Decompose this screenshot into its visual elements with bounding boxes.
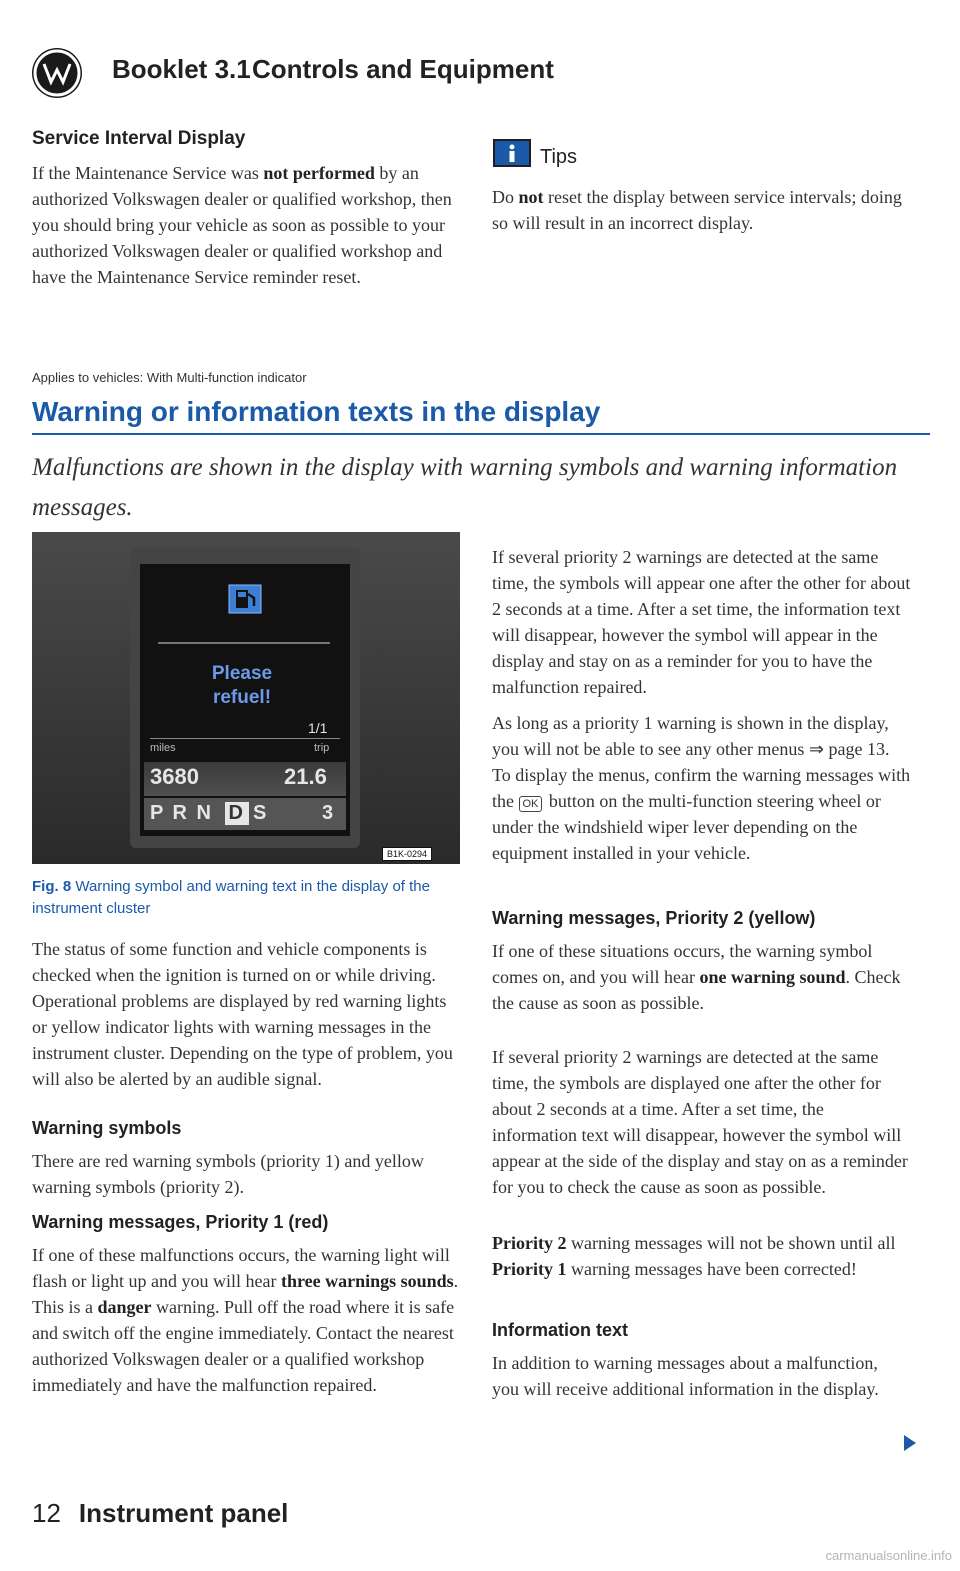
page-number: 12	[32, 1498, 61, 1528]
tips-text: Do not reset the display between service intervals; doing so will result in an incorrect display.	[492, 187, 902, 233]
lcd-gear-number: 3	[322, 802, 334, 824]
information-text-body: In addition to warning messages about a malfunction, you will receive additional information in the display.	[492, 1353, 879, 1399]
lcd-gear-selected: D	[225, 802, 249, 825]
lcd-divider	[150, 738, 340, 739]
footer-section: Instrument panel	[78, 1498, 289, 1528]
intro-text: Malfunctions are shown in the display with warning symbols and warning information messages.	[32, 454, 898, 521]
info-icon	[492, 138, 532, 168]
lcd-odometer: 3680	[150, 764, 199, 789]
lcd-trip-value: 21.6	[284, 764, 327, 789]
priority1-menus-text: As long as a priority 1 warning is shown in the display, you will not be able to see any other menus ⇒ page 13. To display the menus, confirm the warning messages with the OK button on the multi-function steering wheel or under the windshield wiper lever depending on the equipment installed in your vehicle.	[492, 713, 911, 863]
priority2-title: Warning messages, Priority 2 (yellow)	[492, 908, 816, 928]
instrument-cluster-figure	[32, 532, 460, 864]
booklet-label: Booklet 3.1	[112, 54, 251, 84]
service-interval-title: Service Interval Display	[32, 128, 246, 149]
service-interval-text: If the Maintenance Service was not performed by an authorized Volkswagen dealer or qualified workshop, then you should bring your vehicle as soon as possible to your authorized Volkswagen dealer or qualified workshop and have the Maintenance Service reminder reset.	[32, 163, 452, 287]
applies-note: Applies to vehicles: With Multi-function indicator	[32, 370, 307, 385]
lcd-gear-indicator: P R N D S	[150, 802, 269, 824]
header-title: Controls and Equipment	[252, 54, 554, 84]
priority2-side-text: If several priority 2 warnings are detected at the same time, the symbols are displayed one after the other for about 2 seconds at a time. After a set time, the information text will disappear, however the symbol will appear at the side of the display and stay on as a reminder for you to check the cause as soon as possible.	[492, 1047, 908, 1197]
warning-symbols-text: There are red warning symbols (priority 1) and yellow warning symbols (priority 2).	[32, 1151, 424, 1197]
ok-button-icon: OK	[519, 796, 543, 812]
priority1-title: Warning messages, Priority 1 (red)	[32, 1212, 329, 1232]
warning-symbols-title: Warning symbols	[32, 1118, 182, 1138]
section-heading: Warning or information texts in the display	[32, 396, 601, 427]
information-text-title: Information text	[492, 1320, 629, 1340]
figure-caption: Fig. 8 Warning symbol and warning text in the display of the instrument cluster	[32, 878, 430, 917]
heading-rule	[32, 433, 930, 435]
lcd-page-indicator: 1/1	[308, 720, 328, 736]
priority2-several-text: If several priority 2 warnings are detected at the same time, the symbols will appear one after the other for about 2 seconds at a time. After a set time, the information text will disappear, however the symbol will appear in the display and stay on as a reminder for you to have the malfunction repaired.	[492, 547, 911, 697]
lcd-trip-label: trip	[314, 742, 330, 754]
watermark: carmanualsonline.info	[825, 1548, 952, 1563]
priority1-text: If one of these malfunctions occurs, the warning light will flash or light up and you will hear three warnings sounds. This is a danger warning. Pull off the road where it is safe and switch off the engine immediately. Contact the nearest authorized Volkswagen dealer or a qualified workshop immediately and have the malfunction repaired.	[32, 1245, 459, 1395]
priority2-text: If one of these situations occurs, the warning symbol comes on, and you will hear one warning sound. Check the cause as soon as possible.	[492, 941, 901, 1013]
lcd-message: Please refuel!	[211, 663, 273, 708]
priority-order-text: Priority 2 warning messages will not be shown until all Priority 1 warning messages have been corrected!	[492, 1233, 896, 1279]
status-paragraph: The status of some function and vehicle components is checked when the ignition is turned on or while driving. Operational problems are displayed by red warning lights or yellow indicator lights with warning messages in the instrument cluster. Depending on the type of problem, you will also be alerted by an audible signal.	[32, 939, 453, 1089]
figure-code: B1K-0294	[382, 847, 432, 861]
lcd-miles-label: miles	[150, 742, 176, 754]
page-footer	[32, 1498, 288, 1529]
tips-title: Tips	[540, 146, 578, 168]
continue-arrow-icon	[904, 1435, 916, 1451]
vw-logo-icon	[32, 48, 82, 98]
fuel-pump-icon	[228, 584, 262, 619]
